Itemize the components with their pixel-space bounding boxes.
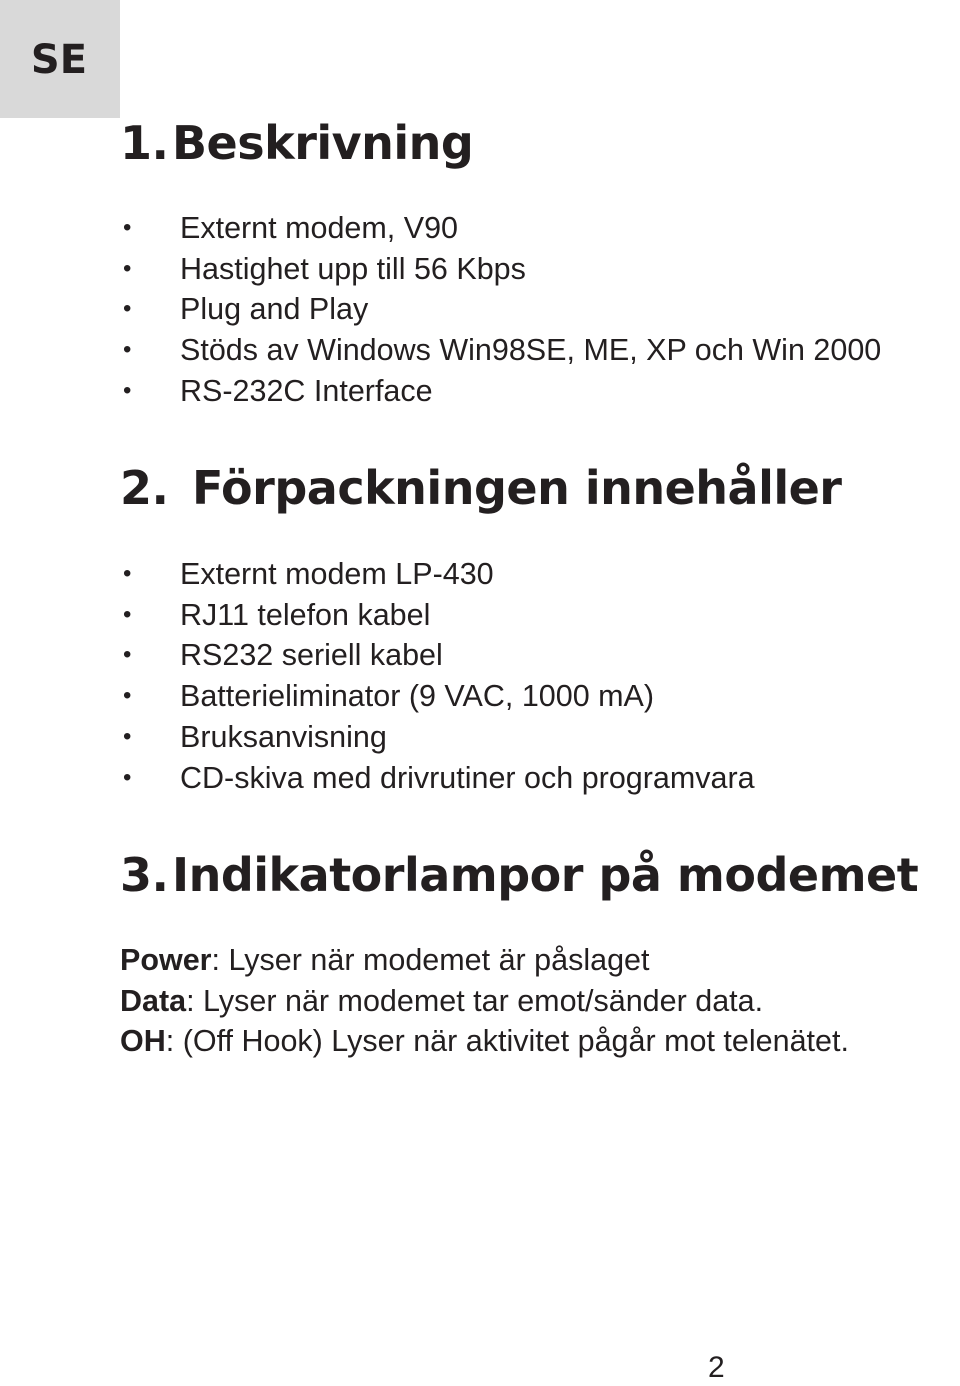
list-item-text: Stöds av Windows Win98SE, ME, XP och Win 2000 <box>180 333 882 368</box>
indicator-text: : (Off Hook) Lyser när aktivitet pågår mot telenätet. <box>165 1024 849 1059</box>
section-title: Beskrivning <box>172 116 474 170</box>
list-item <box>120 676 755 717</box>
list-item-text: Hastighet upp till 56 Kbps <box>180 251 526 286</box>
indicator-label: Data <box>120 983 187 1018</box>
section-title: Indikatorlampor på modemet <box>172 848 919 902</box>
description-list <box>120 208 881 412</box>
list-item-text: Plug and Play <box>180 292 369 327</box>
list-item-text: CD-skiva med drivrutiner och programvara <box>180 760 755 795</box>
section-heading-indicator-lights <box>120 847 918 903</box>
section-heading-package-contents <box>120 460 842 516</box>
list-item-text: Batterieliminator (9 VAC, 1000 mA) <box>180 679 655 714</box>
bullet-icon: • <box>123 295 132 323</box>
section-title: Förpackningen innehåller <box>192 461 842 515</box>
section-heading-beskrivning <box>120 115 473 171</box>
list-item <box>120 330 881 371</box>
indicator-row-oh <box>120 1021 849 1062</box>
indicator-label: Power <box>120 943 212 977</box>
list-item-text: RS-232C Interface <box>180 373 433 408</box>
indicator-row-data <box>120 981 849 1022</box>
bullet-icon: • <box>123 336 132 364</box>
list-item <box>120 717 755 758</box>
bullet-icon: • <box>123 560 132 587</box>
indicator-text: : Lyser när modemet är påslaget <box>211 943 650 977</box>
list-item <box>120 249 881 290</box>
list-item <box>120 371 881 412</box>
bullet-icon: • <box>123 376 132 404</box>
bullet-icon: • <box>123 722 132 750</box>
list-item-text: RS232 seriell kabel <box>180 638 443 673</box>
bullet-icon: • <box>123 600 132 628</box>
list-item <box>120 635 755 676</box>
list-item <box>120 289 881 330</box>
bullet-icon: • <box>123 214 132 241</box>
list-item-text: RJ11 telefon kabel <box>180 597 431 632</box>
list-item <box>120 595 755 636</box>
list-item-text: Bruksanvisning <box>180 719 387 754</box>
bullet-icon: • <box>123 254 132 282</box>
bullet-icon: • <box>123 763 132 791</box>
bullet-icon: • <box>123 682 132 710</box>
page-number: 2 <box>708 1351 725 1384</box>
language-tab <box>0 0 120 118</box>
package-contents-list <box>120 554 755 798</box>
indicator-text: : Lyser när modemet tar emot/sänder data. <box>186 983 764 1018</box>
section-number: 2. <box>120 461 169 515</box>
section-number: 1. <box>120 116 169 170</box>
indicator-row-power <box>120 940 849 981</box>
list-item-text: Externt modem LP-430 <box>180 557 494 591</box>
list-item <box>120 554 755 595</box>
bullet-icon: • <box>123 641 132 669</box>
list-item-text: Externt modem, V90 <box>180 211 459 245</box>
section-number: 3. <box>120 848 169 902</box>
list-item <box>120 208 881 249</box>
list-item <box>120 758 755 799</box>
indicator-label: OH <box>120 1024 166 1059</box>
language-code: SE <box>30 37 88 83</box>
indicator-descriptions <box>120 940 849 1062</box>
